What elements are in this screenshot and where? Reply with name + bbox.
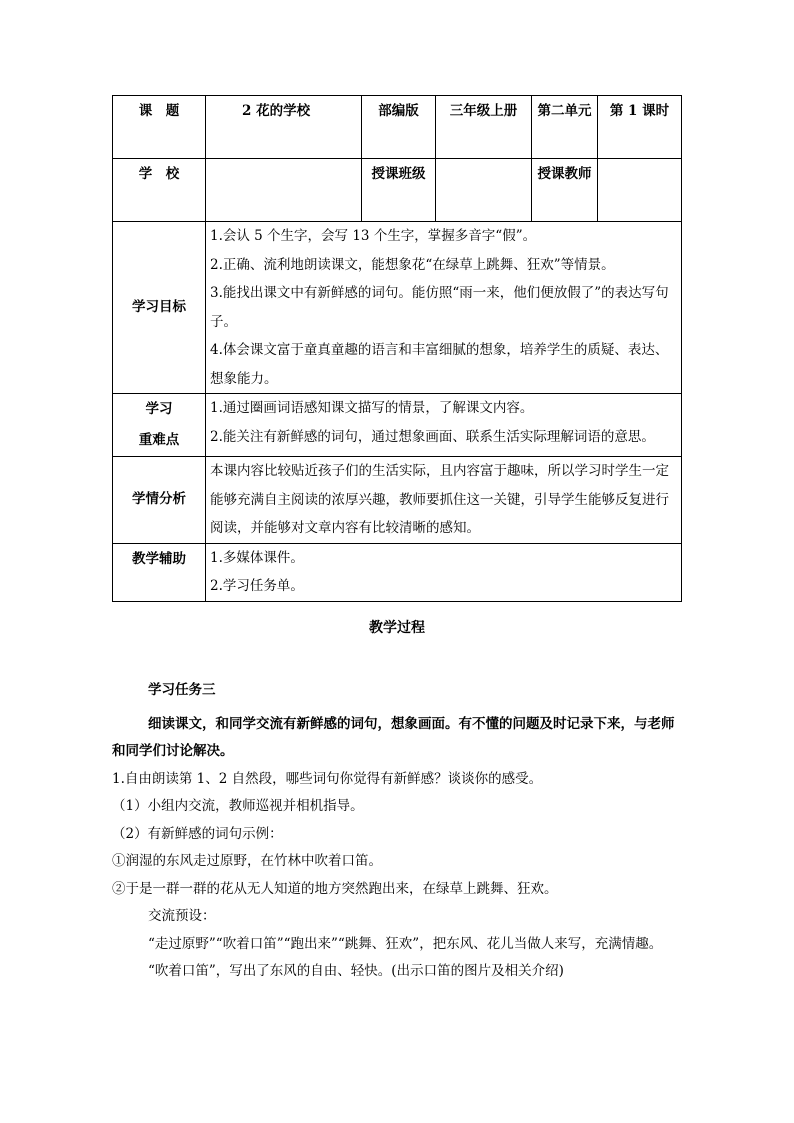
process-title: 教学过程 <box>369 620 425 636</box>
class-value <box>436 159 532 222</box>
goals-cell <box>206 222 682 394</box>
goal-item: 4.体会课文富于童真童趣的语言和丰富细腻的想象，培养学生的质疑、表达、想象能力。 <box>210 342 669 387</box>
teacher-value <box>598 159 682 222</box>
subject-label: 课 题 <box>113 96 206 159</box>
goals-label: 学习目标 <box>113 222 206 394</box>
preset-label: 交流预设： <box>148 908 216 924</box>
analysis-text: 本课内容比较贴近孩子们的生活实际，且内容富于趣味，所以学习时学生一定能够充满自主阅读的浓厚兴趣，教师要抓住这一关键，引导学生能够反复进行阅读，并能够对文章内容有比较清晰的感知。 <box>206 457 682 544</box>
preset-1: “走过原野”“吹着口笛”“跑出来”“跳舞、狂欢”，把东风、花儿当做人来写，充满情趣。 <box>148 935 663 952</box>
example-2: ②于是一群一群的花从无人知道的地方突然跑出来，在绿草上跳舞、狂欢。 <box>112 880 558 897</box>
aids-label: 教学辅助 <box>113 543 206 601</box>
task-section <box>112 677 684 986</box>
aid-item: 2.学习任务单。 <box>210 578 304 594</box>
keypoints-cell <box>206 394 682 457</box>
school-label: 学 校 <box>113 159 206 222</box>
keypoints-label-line1: 学习 <box>145 401 173 417</box>
period: 第 1 课时 <box>598 96 682 159</box>
task-description: 细读课文，和同学交流有新鲜感的词句，想象画面。有不懂的问题及时记录下来，与老师和同学们讨论解决。 <box>112 715 675 759</box>
aid-item: 1.多媒体课件。 <box>210 549 304 566</box>
class-label: 授课班级 <box>362 159 436 222</box>
lesson-plan-table <box>112 95 682 602</box>
keypoints-label-line2: 重难点 <box>138 432 180 448</box>
analysis-label: 学情分析 <box>113 457 206 544</box>
example-1: ①润湿的东风走过原野，在竹林中吹着口笛。 <box>112 853 382 869</box>
school-value <box>206 159 362 222</box>
lesson-title: 2 花的学校 <box>206 96 362 159</box>
preset-2: “吹着口笛”，写出了东风的自由、轻快。(出示口笛的图片及相关介绍) <box>148 963 564 979</box>
teacher-label: 授课教师 <box>532 159 598 222</box>
step-2: （2）有新鲜感的词句示例： <box>112 825 283 842</box>
task-title: 学习任务三 <box>148 682 216 698</box>
question-1: 1.自由朗读第 1、2 自然段，哪些词句你觉得有新鲜感？谈谈你的感受。 <box>112 770 543 787</box>
aids-cell <box>206 543 682 601</box>
unit: 第二单元 <box>532 96 598 159</box>
keypoints-label <box>113 394 206 457</box>
goal-item: 3.能找出课文中有新鲜感的词句。能仿照“雨一来，他们便放假了”的表达写句子。 <box>210 285 669 330</box>
goal-item: 2.正确、流利地朗读课文，能想象花“在绿草上跳舞、狂欢”等情景。 <box>210 256 615 273</box>
step-1: （1）小组内交流，教师巡视并相机指导。 <box>112 798 364 814</box>
grade: 三年级上册 <box>436 96 532 159</box>
goal-item: 1.会认 5 个生字，会写 13 个生字，掌握多音字“假”。 <box>210 228 537 244</box>
keypoint-item: 2.能关注有新鲜感的词句，通过想象画面、联系生活实际理解词语的意思。 <box>210 428 655 445</box>
keypoint-item: 1.通过圈画词语感知课文描写的情景，了解课文内容。 <box>210 400 534 416</box>
edition: 部编版 <box>362 96 436 159</box>
